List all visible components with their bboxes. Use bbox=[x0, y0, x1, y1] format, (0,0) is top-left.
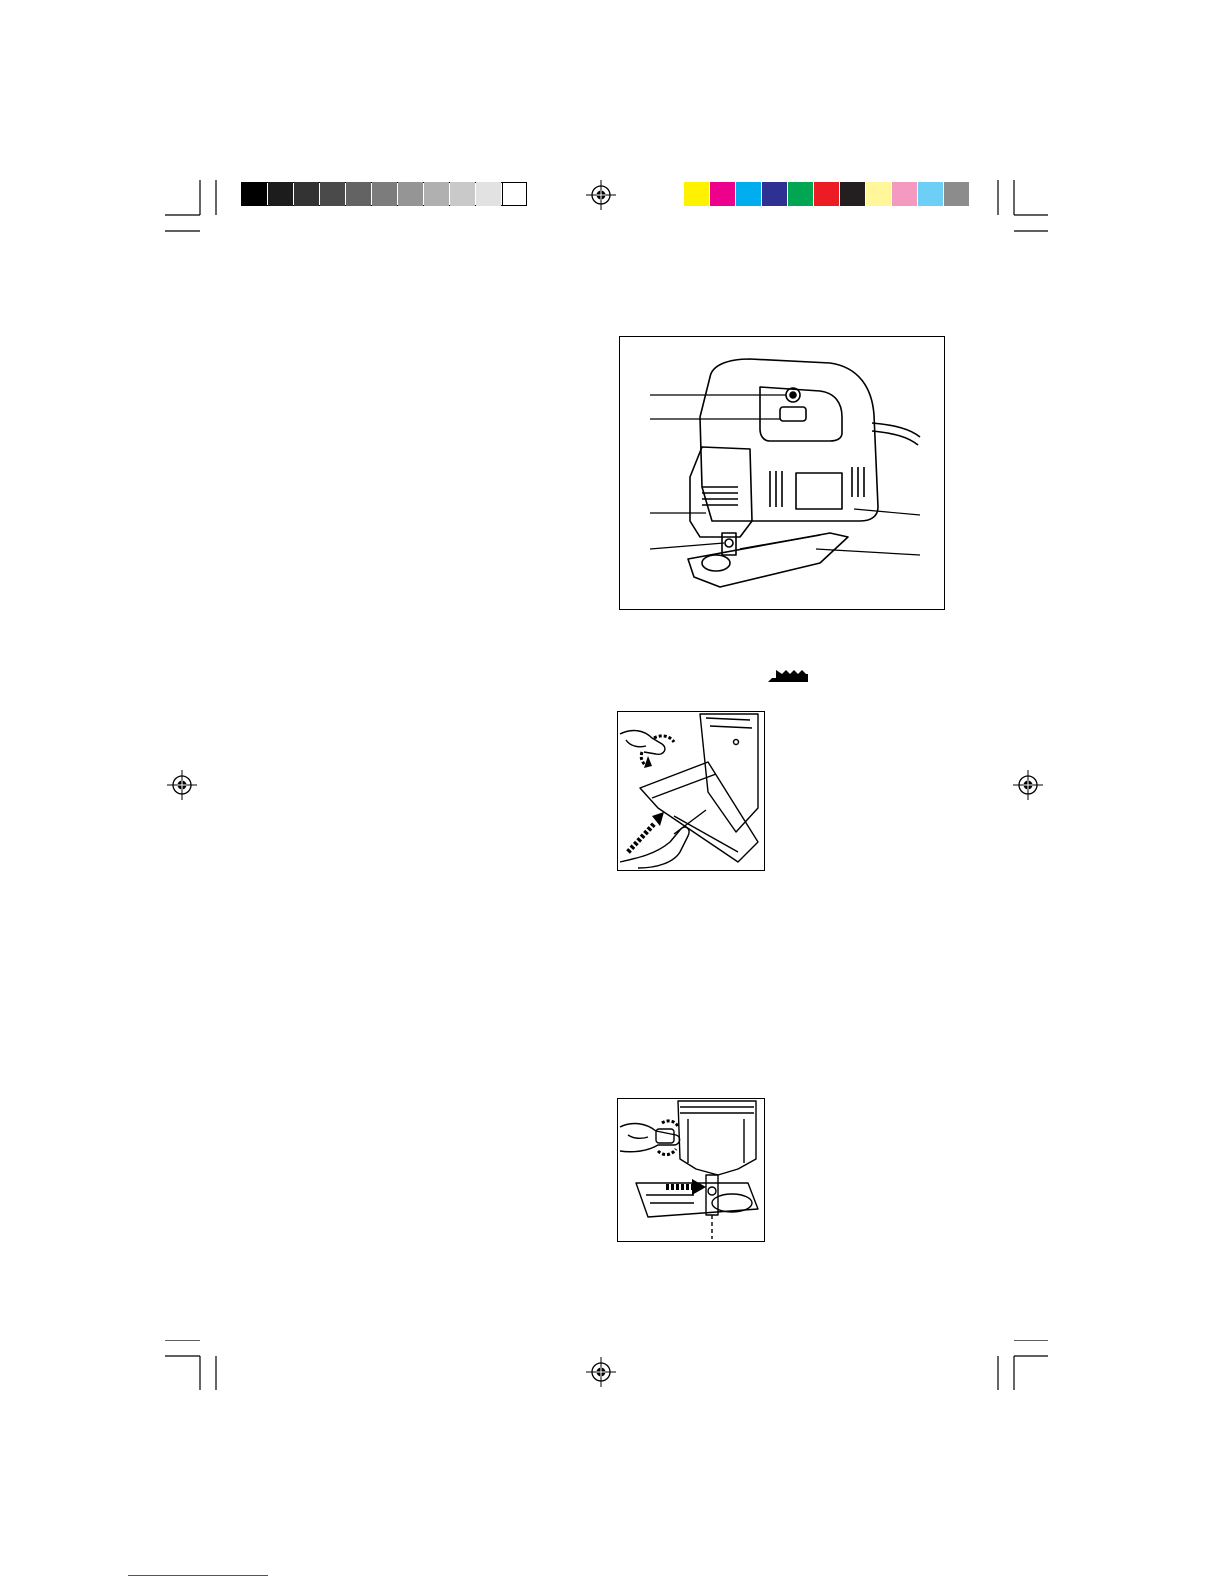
hand-lever-icon bbox=[618, 712, 763, 869]
crop-mark-icon bbox=[985, 170, 1075, 240]
color-swatch bbox=[710, 182, 735, 206]
registration-target-icon bbox=[167, 770, 197, 800]
color-swatch bbox=[892, 182, 917, 206]
registration-target-icon bbox=[586, 180, 616, 210]
jigsaw-overview-figure bbox=[619, 336, 945, 610]
color-swatch bbox=[944, 182, 969, 206]
crop-mark-icon bbox=[150, 170, 240, 240]
color-swatch bbox=[684, 182, 709, 206]
grayscale-swatch bbox=[268, 182, 293, 206]
bottom-rule bbox=[128, 1575, 268, 1576]
grayscale-swatch bbox=[424, 182, 449, 206]
blade-clamp-figure bbox=[617, 1098, 765, 1242]
crop-mark-icon bbox=[985, 1340, 1075, 1400]
grayscale-swatch bbox=[450, 182, 475, 206]
base-plate-adjust-figure bbox=[617, 711, 765, 871]
color-swatch bbox=[840, 182, 865, 206]
blade-clamp-icon bbox=[618, 1099, 763, 1240]
grayscale-swatch bbox=[320, 182, 345, 206]
color-swatch bbox=[736, 182, 761, 206]
saw-blade-icon bbox=[766, 666, 812, 686]
color-swatch bbox=[762, 182, 787, 206]
grayscale-swatch bbox=[398, 182, 423, 206]
grayscale-swatch bbox=[346, 182, 371, 206]
grayscale-swatch bbox=[502, 182, 527, 206]
registration-target-icon bbox=[1013, 770, 1043, 800]
grayscale-swatch bbox=[242, 182, 267, 206]
crop-mark-icon bbox=[150, 1340, 240, 1400]
color-swatch bbox=[918, 182, 943, 206]
jigsaw-icon bbox=[620, 337, 943, 608]
grayscale-swatch bbox=[372, 182, 397, 206]
registration-target-icon bbox=[586, 1357, 616, 1387]
grayscale-swatch bbox=[294, 182, 319, 206]
color-swatch bbox=[814, 182, 839, 206]
color-swatch bbox=[866, 182, 891, 206]
color-swatch bbox=[788, 182, 813, 206]
grayscale-swatch bbox=[476, 182, 501, 206]
